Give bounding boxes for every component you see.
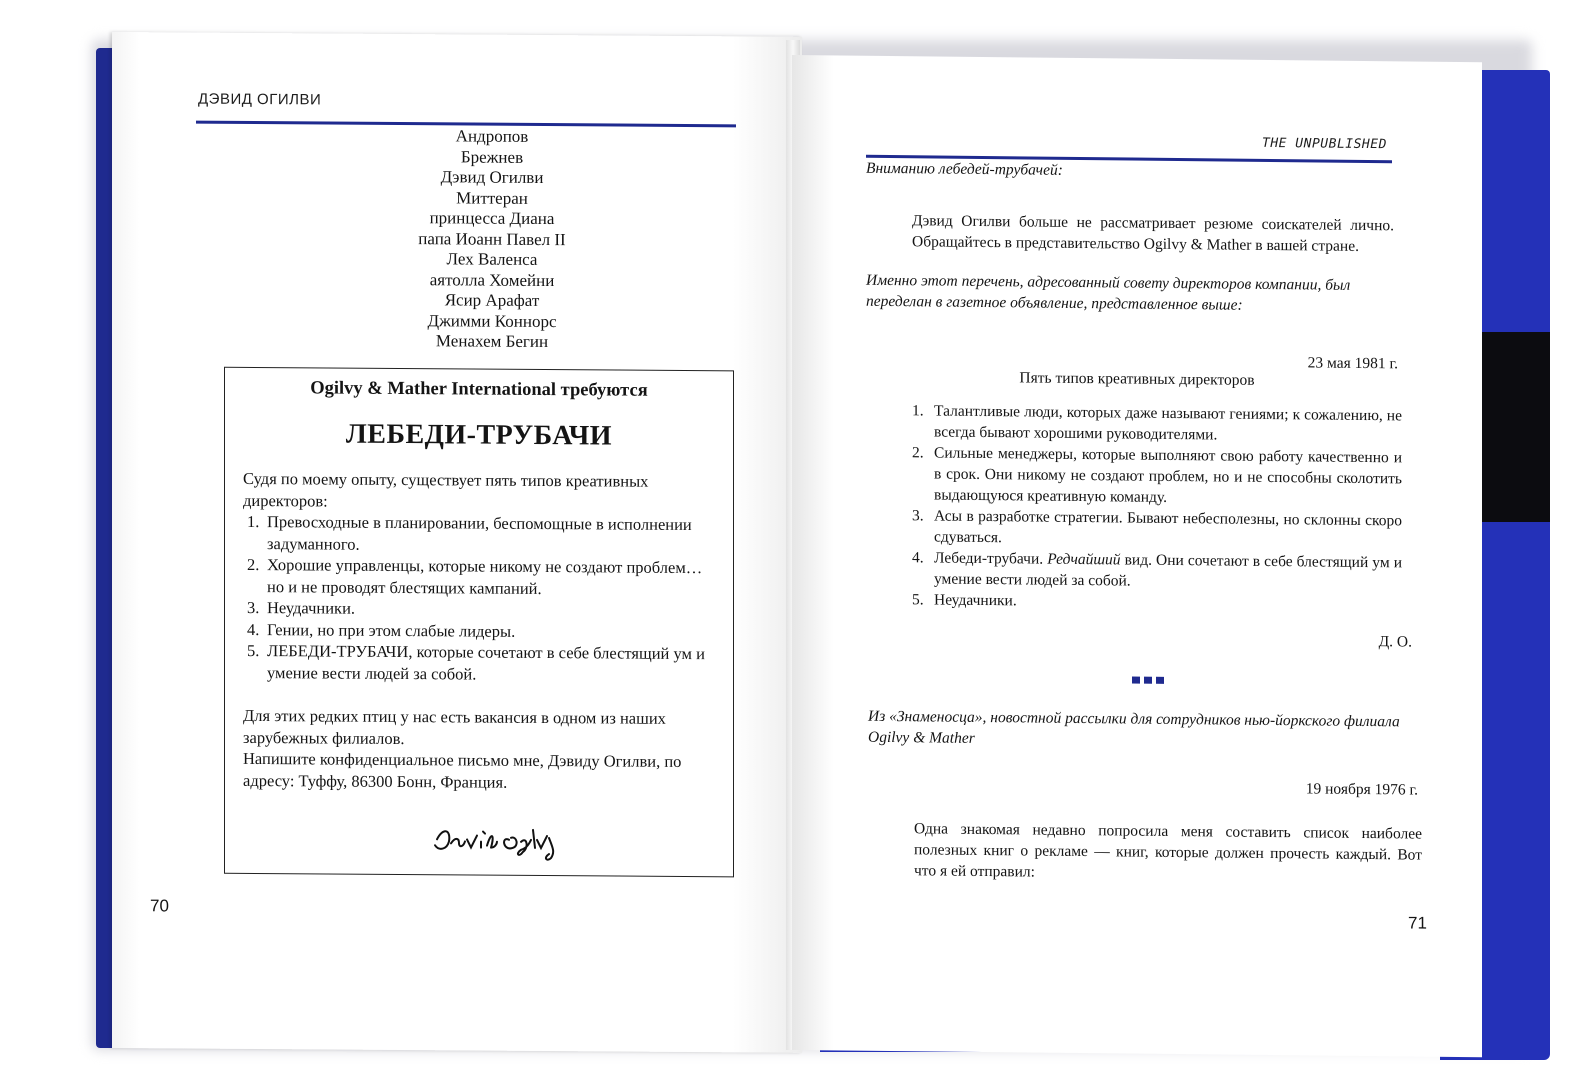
newsletter-date: 19 ноября 1976 г. [1305,780,1418,799]
ad-list-item: 2. Хорошие управленцы, которые никому не создают проблем… но и не проводят блестящих кампаний. [247,554,703,598]
section-separator-icon [1132,677,1164,684]
memo-list-item: 3. Асы в разработке стратегии. Бывают небесполезны, но склонны скоро сдуваться. [912,507,1402,547]
memo-initials: Д. О. [1378,633,1412,651]
name-item: Лех Валенса [446,249,538,269]
memo-list-item: 2. Сильные менеджеры, которые выполняют свою работу качественно и в срок. Они никому не создают проблем, но и не способны сколотить выдающуюся креативную команду. [912,444,1402,506]
name-item: Джимми Коннорс [427,310,557,331]
ad-body [243,468,723,794]
name-item: Брежнев [460,146,524,167]
ad-closing-2: Напишите конфиденциальное письмо мне, Дэвиду Огилви, по адресу: Туффу, 86300 Бонн, Франция. [243,748,682,792]
notice-paragraph: Дэвид Огилви больше не рассматривает резюме соискателей лично. Обращайтесь в представительство Ogilvy & Mather в вашей стране. [912,212,1394,255]
running-head-right: THE UNPUBLISHED [1262,135,1387,153]
ad-list-item: 1. Превосходные в планировании, беспомощные в исполнении задуманного. [247,511,692,554]
memo-list [912,400,1402,615]
page-number-left: 70 [150,896,169,916]
memo-date: 23 мая 1981 г. [1307,354,1398,373]
name-item: принцесса Диана [429,208,555,229]
ad-list-item: 3. Неудачники. [247,597,356,618]
name-item: папа Иоанн Павел II [418,228,566,249]
memo-title: Пять типов креативных директоров [1019,369,1255,389]
name-item: Миттеран [456,187,528,208]
attention-line: Вниманию лебедей-трубачей: [866,159,1063,179]
note-paragraph: Именно этот перечень, адресованный совету директоров компании, был переделан в газетное объявление, представленное выше: [866,271,1351,314]
ad-list-item: 4. Гении, но при этом слабые лидеры. [247,619,516,641]
source-note: Из «Знаменосца», новостной рассылки для сотрудников нью-йоркского филиала Ogilvy & Mather [868,707,1400,747]
final-paragraph: Одна знакомая недавно попросила меня составить список наиболее полезных книг о рекламе — книг, которые должен прочесть каждый. Вот что я ей отправил: [914,820,1422,881]
ad-title: ЛЕБЕДИ-ТРУБАЧИ [345,418,613,452]
cover-black-band [1480,332,1550,522]
page-number-right: 71 [1408,913,1427,933]
name-item: аятолла Хомейни [429,269,555,290]
memo-list-item: 1. Талантливые люди, которых даже называют гениями; к сожалению, не всегда бывают хорошими руководителями. [912,402,1402,444]
running-head-left: ДЭВИД ОГИЛВИ [198,90,322,109]
ad-closing-1: Для этих редких птиц у нас есть вакансия в одном из наших зарубежных филиалов. [243,705,666,748]
ad-heading: Ogilvy & Mather International требуются [310,378,648,401]
newspaper-ad [224,367,734,878]
name-item: Ясир Арафат [444,290,540,310]
signature-icon [429,817,579,862]
name-item: Менахем Бегин [435,331,549,352]
name-item: Дэвид Огилви [440,167,544,188]
ad-intro: Судя по моему опыту, существует пять типов креативных директоров: [243,468,649,511]
memo-list-item: 4. Лебеди-трубачи. Редчайший вид. Они сочетают в себе блестящий ум и умение вести людей за собой. [912,549,1403,590]
right-page [792,55,1482,1057]
ad-list [243,511,723,686]
name-item: Андропов [455,126,529,146]
memo-list-item: 5. Неудачники. [912,591,1017,610]
left-page [112,32,802,1053]
ad-list-item: 5. ЛЕБЕДИ-ТРУБАЧИ, которые сочетают в себе блестящий ум и умение вести людей за собой. [247,640,705,684]
names-list [272,125,712,354]
